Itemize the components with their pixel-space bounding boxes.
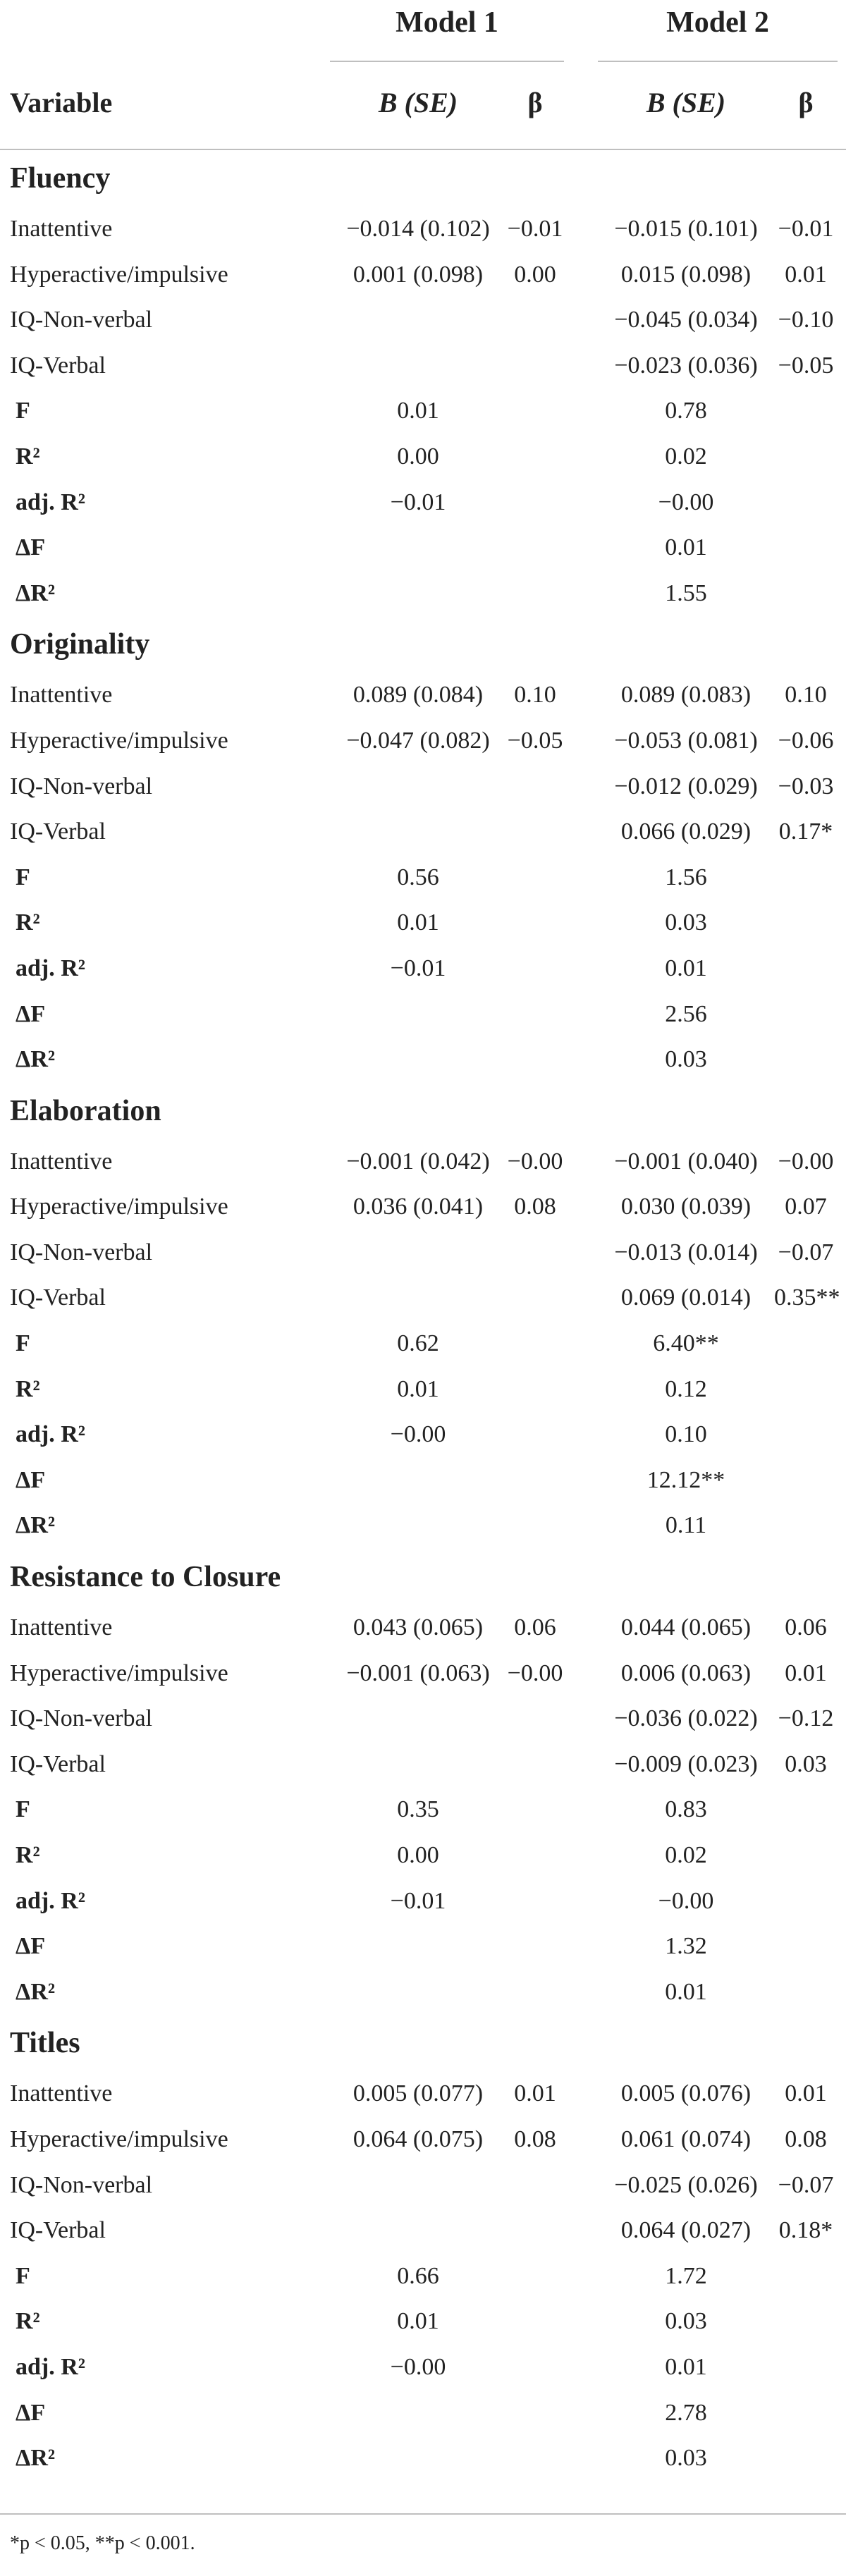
model2-b-se: 0.03 <box>665 2308 707 2335</box>
row-label: ΔF <box>16 2399 46 2426</box>
row-label: F <box>16 864 30 890</box>
model1-b-se: −0.00 <box>390 2353 446 2380</box>
model2-b-se: −0.009 (0.023) <box>614 1750 758 1777</box>
model2-beta: 0.03 <box>785 1750 827 1777</box>
variable-header: Variable <box>10 87 113 118</box>
model2-beta: 0.08 <box>785 2126 827 2152</box>
model1-rule <box>330 61 564 62</box>
row-label: ΔR² <box>16 579 56 606</box>
table-row <box>0 1230 846 1276</box>
table-row <box>0 946 846 992</box>
model2-beta: −0.07 <box>778 1239 834 1265</box>
row-label: Hyperactive/impulsive <box>10 1660 228 1686</box>
model1-b-se: 0.62 <box>397 1330 439 1357</box>
model1-b-se: −0.01 <box>390 489 446 515</box>
model2-beta: −0.12 <box>778 1705 834 1732</box>
table-row <box>0 571 846 617</box>
table-row <box>0 1742 846 1788</box>
model2-b-se: −0.045 (0.034) <box>614 307 758 333</box>
table-row <box>0 1970 846 2016</box>
model2-b-se: 0.030 (0.039) <box>620 1194 752 1220</box>
table-body <box>0 150 846 2482</box>
table-row <box>0 2254 846 2300</box>
model2-beta: −0.05 <box>778 352 834 379</box>
model1-b-se: 0.064 (0.075) <box>352 2126 484 2152</box>
model2-beta: 0.10 <box>785 682 827 709</box>
row-label: Inattentive <box>10 1148 113 1174</box>
row-label: adj. R² <box>16 489 85 515</box>
table-row <box>0 764 846 810</box>
model2-b-se: 0.061 (0.074) <box>620 2126 752 2152</box>
footnote: *p < 0.05, **p < 0.001. <box>10 2532 195 2554</box>
model2-b-se: −0.001 (0.040) <box>614 1148 758 1174</box>
model1-b-se: 0.01 <box>397 909 439 936</box>
table-row <box>0 2071 846 2117</box>
table-row <box>0 2345 846 2391</box>
row-label: ΔF <box>16 1933 46 1960</box>
model2-beta: 0.17* <box>778 818 833 845</box>
table-row <box>0 2299 846 2345</box>
table-row <box>0 1275 846 1321</box>
row-label: IQ-Verbal <box>10 1284 106 1311</box>
row-label: ΔF <box>16 534 46 561</box>
model2-b-se: 0.089 (0.083) <box>620 682 752 709</box>
model2-b-se: 0.01 <box>665 2353 707 2380</box>
row-label: IQ-Verbal <box>10 352 106 379</box>
table-row <box>0 1503 846 1549</box>
table-row <box>0 1458 846 1504</box>
row-label: IQ-Non-verbal <box>10 307 153 333</box>
model2-b-se: 0.03 <box>665 2445 707 2472</box>
model2-b-se: 1.56 <box>665 864 707 890</box>
model1-b-se: −0.014 (0.102) <box>346 216 490 242</box>
section-title: Originality <box>10 628 150 661</box>
row-label: ΔF <box>16 1000 46 1027</box>
model1-b-se: −0.001 (0.063) <box>346 1660 490 1686</box>
table-row <box>0 207 846 252</box>
model2-beta: 0.01 <box>785 261 827 288</box>
model1-b-se: −0.01 <box>390 1887 446 1914</box>
model1-b-se: −0.01 <box>390 955 446 981</box>
model1-b-se: 0.35 <box>397 1796 439 1823</box>
row-label: Hyperactive/impulsive <box>10 2126 228 2152</box>
row-label: ΔR² <box>16 1046 56 1073</box>
model2-beta: −0.10 <box>778 307 834 333</box>
row-label: F <box>16 1796 30 1823</box>
model2-b-se-header: B (SE) <box>646 87 726 118</box>
model2-b-se: 0.03 <box>665 909 707 936</box>
table-row <box>0 1367 846 1413</box>
model1-b-se: 0.56 <box>397 864 439 890</box>
row-label: ΔR² <box>16 2445 56 2472</box>
table-row <box>0 298 846 343</box>
model2-b-se: 1.32 <box>665 1933 707 1960</box>
row-label: R² <box>16 443 40 470</box>
model2-beta: 0.01 <box>785 2080 827 2107</box>
model2-b-se: −0.012 (0.029) <box>614 773 758 799</box>
model2-b-se: −0.023 (0.036) <box>614 352 758 379</box>
model1-b-se: −0.001 (0.042) <box>346 1148 490 1174</box>
row-label: IQ-Verbal <box>10 1750 106 1777</box>
model1-b-se: 0.001 (0.098) <box>352 261 484 288</box>
row-label: R² <box>16 1375 40 1402</box>
row-label: ΔR² <box>16 1512 56 1539</box>
row-label: R² <box>16 909 40 936</box>
model2-beta: 0.06 <box>785 1614 827 1641</box>
row-label: IQ-Verbal <box>10 818 106 845</box>
row-label: Hyperactive/impulsive <box>10 1194 228 1220</box>
column-headers <box>0 78 846 128</box>
model2-b-se: −0.053 (0.081) <box>614 727 758 754</box>
table-row <box>0 2208 846 2254</box>
model2-beta: −0.06 <box>778 727 834 754</box>
model2-b-se: 0.064 (0.027) <box>620 2217 752 2244</box>
model2-beta: −0.00 <box>778 1148 834 1174</box>
model2-b-se: 6.40** <box>653 1330 719 1357</box>
row-label: R² <box>16 2308 40 2335</box>
section-title: Resistance to Closure <box>10 1561 281 1594</box>
table-row <box>0 1924 846 1970</box>
table-row <box>0 2163 846 2209</box>
row-label: ΔR² <box>16 1978 56 2005</box>
model1-b-se: 0.005 (0.077) <box>352 2080 484 2107</box>
row-label: ΔF <box>16 1466 46 1493</box>
row-label: F <box>16 2262 30 2289</box>
model2-b-se: −0.00 <box>658 1887 714 1914</box>
table-row <box>0 1696 846 1742</box>
model2-b-se: −0.00 <box>658 489 714 515</box>
model2-b-se: 0.11 <box>665 1512 707 1539</box>
table-row <box>0 1321 846 1367</box>
table-row <box>0 480 846 526</box>
row-label: adj. R² <box>16 1887 85 1914</box>
model1-b-se: −0.047 (0.082) <box>346 727 490 754</box>
row-label: Hyperactive/impulsive <box>10 261 228 288</box>
row-label: Inattentive <box>10 682 113 709</box>
row-label: adj. R² <box>16 2353 85 2380</box>
table-header <box>0 0 846 150</box>
model2-b-se: 12.12** <box>646 1466 725 1493</box>
model2-b-se: −0.015 (0.101) <box>614 216 758 242</box>
table-row <box>0 252 846 298</box>
model1-b-se: 0.00 <box>397 443 439 470</box>
row-label: IQ-Non-verbal <box>10 1239 153 1265</box>
table-row <box>0 809 846 855</box>
model2-beta-header: β <box>798 87 814 118</box>
model2-beta: 0.07 <box>785 1194 827 1220</box>
model2-b-se: 0.005 (0.076) <box>620 2080 752 2107</box>
table-row <box>0 434 846 480</box>
model1-beta: −0.01 <box>507 216 563 242</box>
model1-b-se: 0.036 (0.041) <box>352 1194 484 1220</box>
row-label: IQ-Non-verbal <box>10 1705 153 1732</box>
table-row <box>0 900 846 946</box>
model2-b-se: 0.12 <box>665 1375 707 1402</box>
row-label: F <box>16 1330 30 1357</box>
model2-b-se: 2.78 <box>665 2399 707 2426</box>
table-row <box>0 1412 846 1458</box>
row-label: Hyperactive/impulsive <box>10 727 228 754</box>
model1-b-se: 0.043 (0.065) <box>352 1614 484 1641</box>
model2-b-se: 0.044 (0.065) <box>620 1614 752 1641</box>
model1-beta: 0.00 <box>514 261 556 288</box>
model2-b-se: 0.01 <box>665 1978 707 2005</box>
model1-b-se: 0.01 <box>397 2308 439 2335</box>
model1-b-se: 0.01 <box>397 1375 439 1402</box>
model1-b-se: 0.66 <box>397 2262 439 2289</box>
table-row <box>0 673 846 718</box>
model1-beta: 0.10 <box>514 682 556 709</box>
model2-b-se: 1.55 <box>665 579 707 606</box>
table-row <box>0 343 846 389</box>
model2-b-se: 0.02 <box>665 443 707 470</box>
section-title: Fluency <box>10 162 111 195</box>
model1-beta: −0.05 <box>507 727 563 754</box>
model2-b-se: 2.56 <box>665 1000 707 1027</box>
section-title: Elaboration <box>10 1094 161 1127</box>
model2-b-se: 1.72 <box>665 2262 707 2289</box>
row-label: Inattentive <box>10 1614 113 1641</box>
row-label: adj. R² <box>16 955 85 981</box>
model2-b-se: 0.066 (0.029) <box>620 818 752 845</box>
model2-b-se: 0.10 <box>665 1421 707 1448</box>
row-label: Inattentive <box>10 216 113 242</box>
table-row <box>0 1037 846 1083</box>
row-label: IQ-Verbal <box>10 2217 106 2244</box>
model2-beta: 0.35** <box>774 1284 840 1311</box>
model1-b-se: 0.00 <box>397 1842 439 1868</box>
model2-beta: 0.18* <box>778 2217 833 2244</box>
model2-b-se: 0.069 (0.014) <box>620 1284 752 1311</box>
model1-beta: −0.00 <box>507 1148 563 1174</box>
model1-beta: −0.00 <box>507 1660 563 1686</box>
table-row <box>0 1651 846 1697</box>
model2-b-se: 0.006 (0.063) <box>620 1660 752 1686</box>
table-row <box>0 718 846 764</box>
table-row <box>0 388 846 434</box>
model2-beta: −0.07 <box>778 2171 834 2198</box>
model1-b-se-header: B (SE) <box>378 87 458 118</box>
model2-b-se: 0.78 <box>665 398 707 424</box>
model2-beta: −0.01 <box>778 216 834 242</box>
model1-beta: 0.08 <box>514 2126 556 2152</box>
table-row <box>0 855 846 901</box>
table-row <box>0 525 846 571</box>
table-row <box>0 2436 846 2482</box>
table-row <box>0 1184 846 1230</box>
table-row <box>0 1833 846 1879</box>
table-row <box>0 1605 846 1651</box>
model1-b-se: −0.00 <box>390 1421 446 1448</box>
row-label: IQ-Non-verbal <box>10 2171 153 2198</box>
model2-b-se: 0.01 <box>665 955 707 981</box>
model2-rule <box>598 61 838 62</box>
model2-b-se: 0.02 <box>665 1842 707 1868</box>
table-row <box>0 1879 846 1925</box>
model2-b-se: −0.025 (0.026) <box>614 2171 758 2198</box>
model1-b-se: 0.01 <box>397 398 439 424</box>
table-row <box>0 2117 846 2163</box>
model1-b-se: 0.089 (0.084) <box>352 682 484 709</box>
table-row <box>0 1787 846 1833</box>
model1-header: Model 1 <box>396 6 498 39</box>
model1-beta: 0.06 <box>514 1614 556 1641</box>
table-row <box>0 992 846 1038</box>
model1-beta: 0.08 <box>514 1194 556 1220</box>
row-label: adj. R² <box>16 1421 85 1448</box>
model2-b-se: 0.83 <box>665 1796 707 1823</box>
model2-b-se: −0.036 (0.022) <box>614 1705 758 1732</box>
model2-b-se: 0.03 <box>665 1046 707 1073</box>
model2-b-se: −0.013 (0.014) <box>614 1239 758 1265</box>
model2-beta: 0.01 <box>785 1660 827 1686</box>
table-row <box>0 2391 846 2436</box>
model1-beta-header: β <box>527 87 543 118</box>
model2-beta: −0.03 <box>778 773 834 799</box>
model2-b-se: 0.015 (0.098) <box>620 261 752 288</box>
row-label: IQ-Non-verbal <box>10 773 153 799</box>
bottom-rule <box>0 2513 846 2515</box>
row-label: F <box>16 398 30 424</box>
model1-beta: 0.01 <box>514 2080 556 2107</box>
table-row <box>0 1139 846 1185</box>
row-label: R² <box>16 1842 40 1868</box>
model2-b-se: 0.01 <box>665 534 707 561</box>
model2-header: Model 2 <box>666 6 769 39</box>
section-title: Titles <box>10 2027 80 2060</box>
row-label: Inattentive <box>10 2080 113 2107</box>
